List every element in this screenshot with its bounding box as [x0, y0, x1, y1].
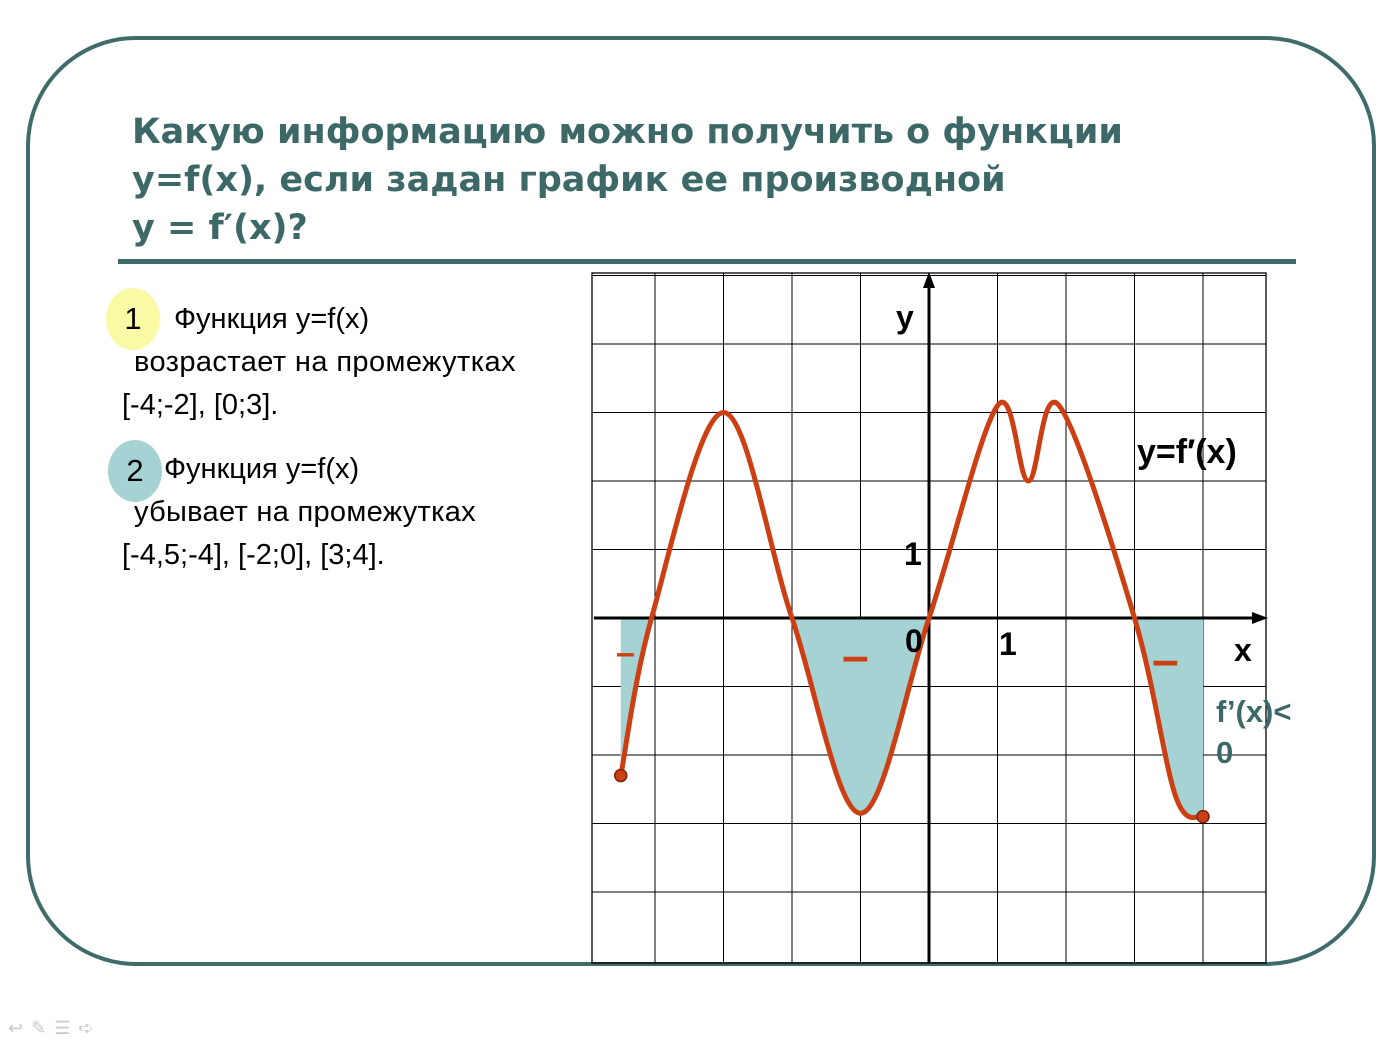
curve-label: y=f′(x): [1137, 433, 1237, 471]
y-unit-label: 1: [904, 536, 922, 572]
y-axis-label: y: [896, 299, 914, 335]
item-1-line-1: Функция y=f(x): [174, 303, 370, 335]
curve-start-point: [615, 770, 627, 782]
item-2-line-1: Функция y=f(x): [164, 453, 360, 485]
item-1-line-3: [-4;-2], [0;3].: [122, 389, 279, 421]
item-1-line-2: возрастает на промежутках: [134, 346, 516, 378]
item-2-line-3: [-4,5;-4], [-2;0], [3;4].: [122, 539, 385, 571]
item-1-number-badge: 1: [106, 288, 160, 350]
curve-end-point: [1197, 811, 1209, 823]
minus-sign-2: –: [842, 630, 869, 683]
slide-nav[interactable]: [8, 1018, 101, 1039]
x-unit-label: 1: [999, 626, 1017, 662]
y-axis-arrow: [923, 272, 935, 288]
back-arrow-icon[interactable]: ↩: [8, 1018, 32, 1038]
x-axis-label: x: [1234, 632, 1252, 668]
item-2-line-2: убывает на промежутках: [134, 496, 476, 528]
title-line-1: Какую информацию можно получить о функции: [132, 112, 1123, 152]
negative-derivative-note-1: f’(x)<: [1216, 694, 1292, 729]
forward-arrow-icon[interactable]: ➪: [78, 1018, 102, 1038]
origin-label: 0: [905, 623, 923, 659]
minus-sign-1: –: [616, 634, 635, 672]
minus-sign-3: –: [1152, 634, 1179, 687]
menu-icon[interactable]: ☰: [54, 1018, 79, 1038]
pen-icon[interactable]: ✎: [31, 1018, 55, 1038]
title-line-3: y = f′(x)?: [132, 208, 308, 248]
item-2-number-badge: 2: [108, 440, 162, 502]
title-line-2: y=f(x), если задан график ее производной: [132, 160, 1006, 200]
negative-derivative-note-2: 0: [1216, 735, 1234, 770]
